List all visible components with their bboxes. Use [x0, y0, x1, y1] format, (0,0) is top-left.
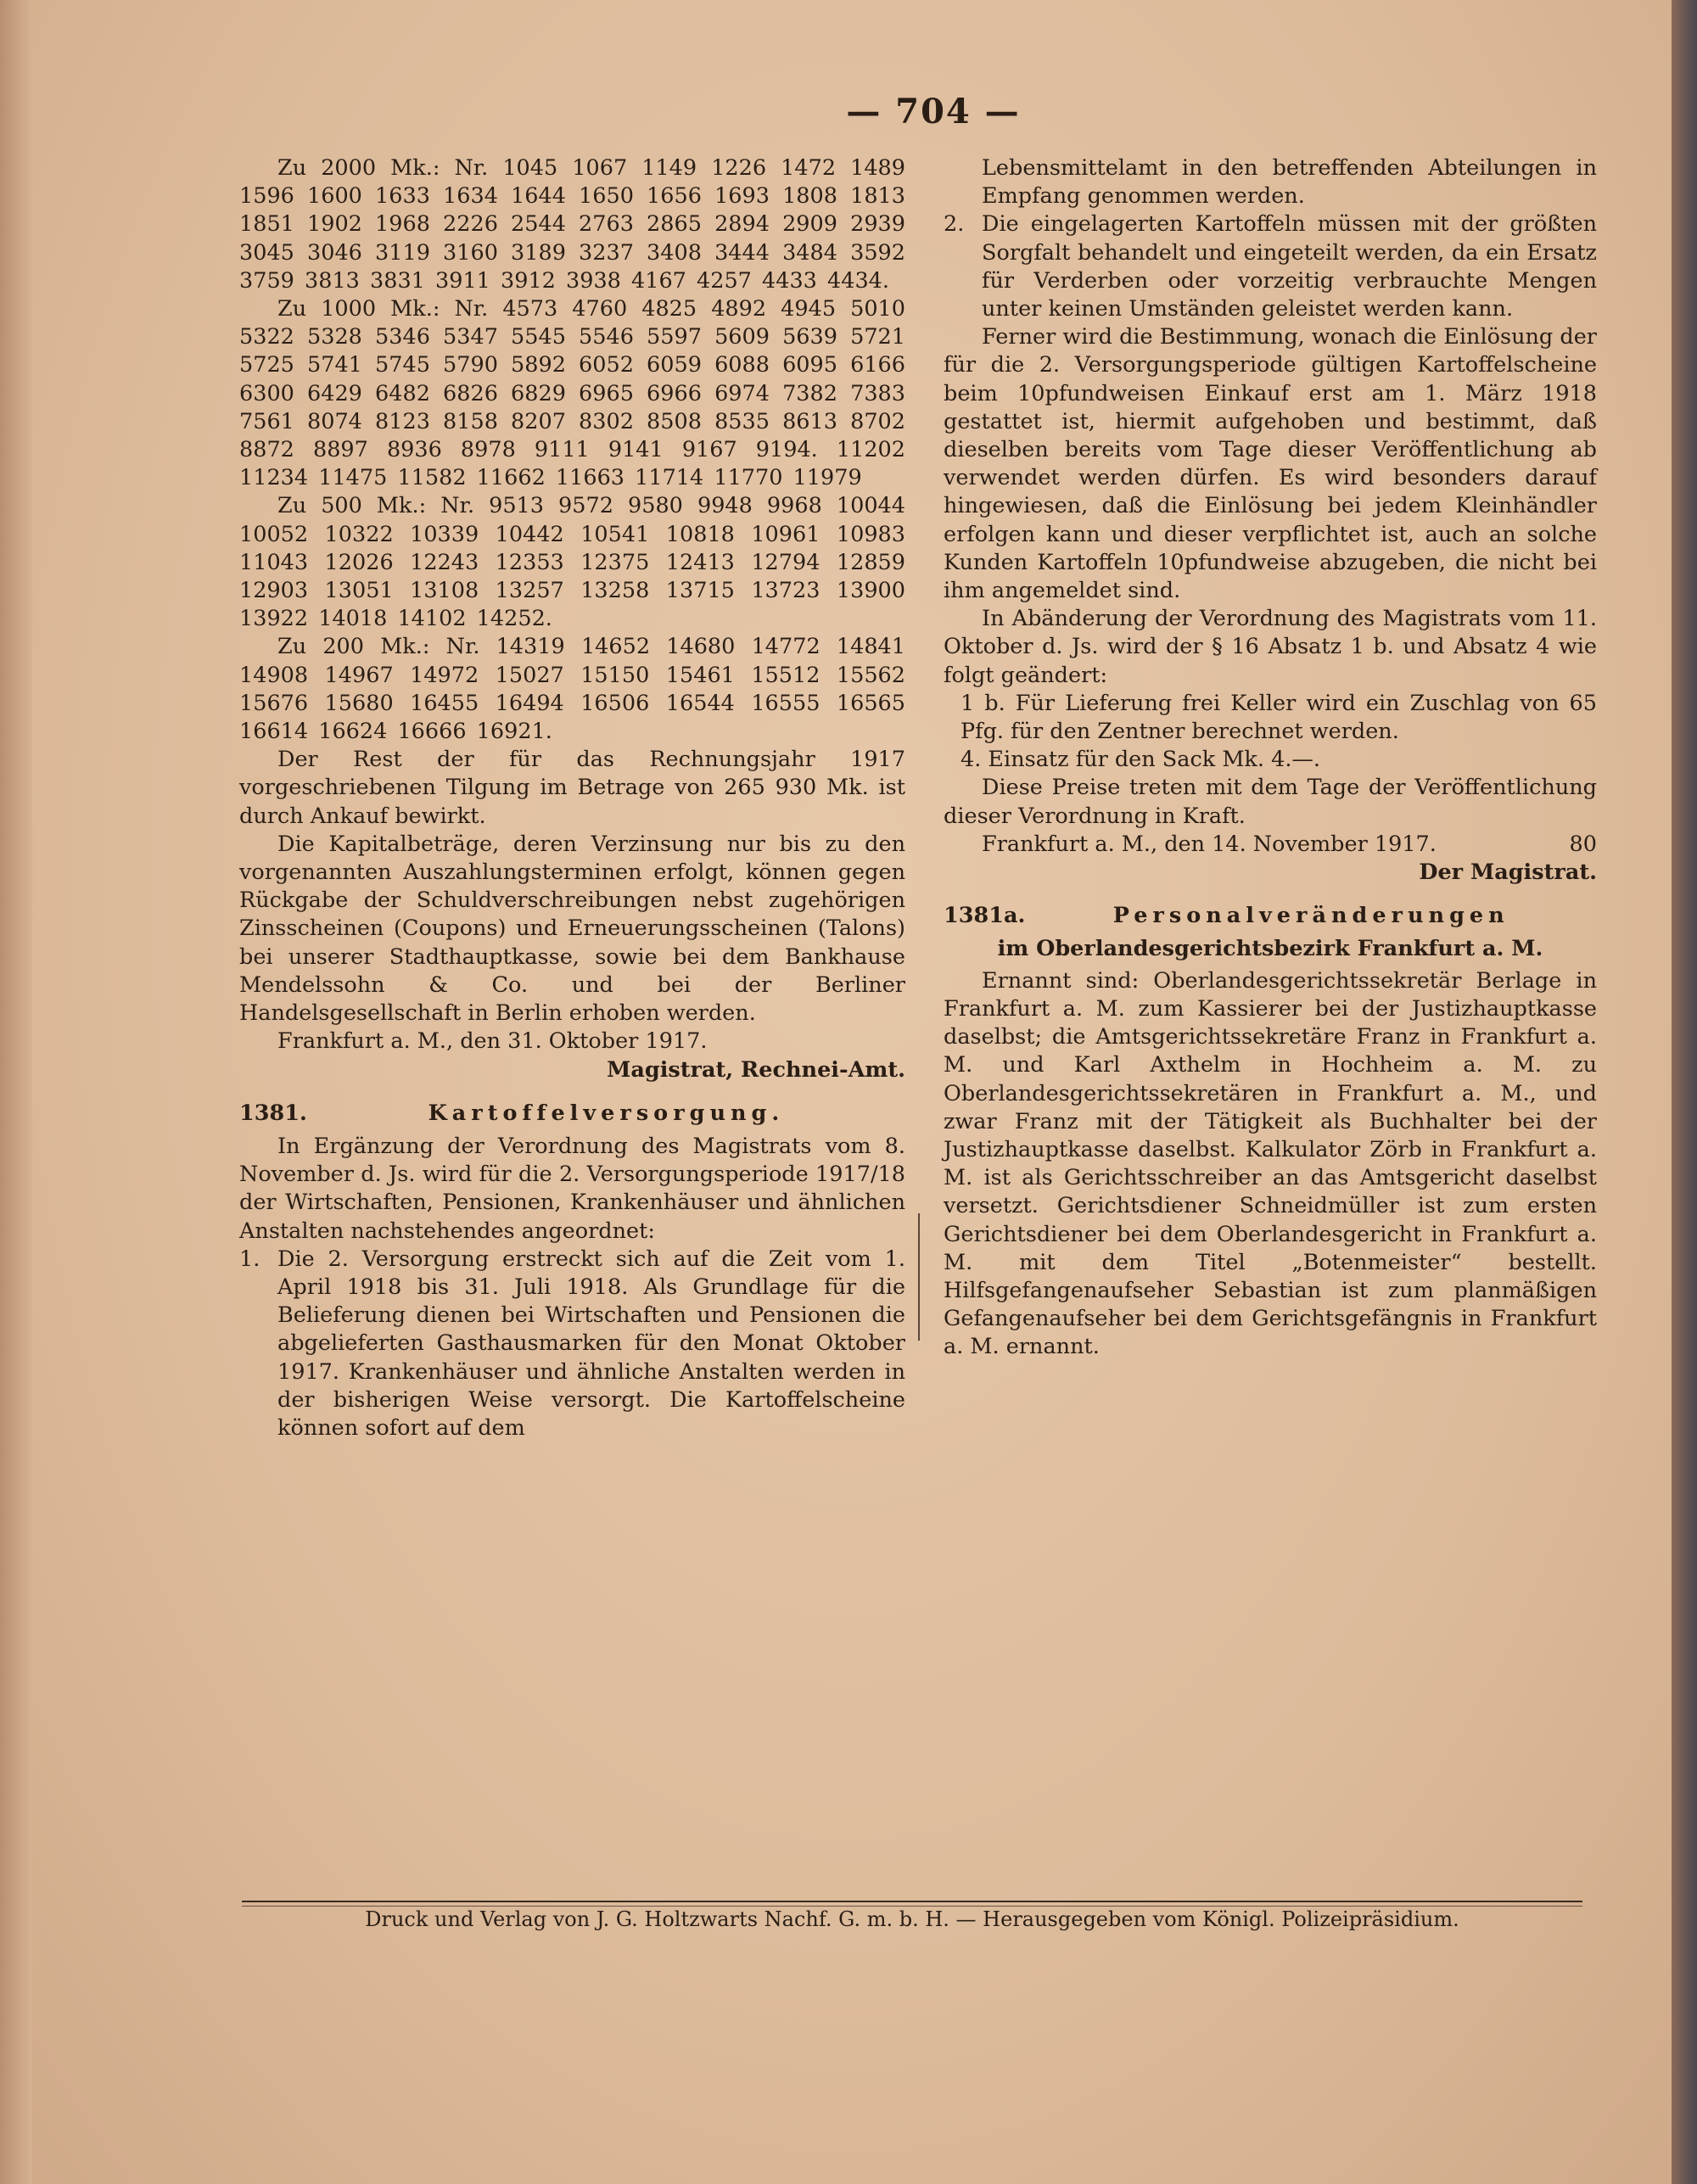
- continued-text: Lebensmittelamt in den betreffenden Abteilungen in Empfang genommen werden.: [982, 155, 1597, 210]
- column-divider: [918, 1213, 920, 1341]
- section-number: 1381a.: [944, 903, 1026, 929]
- section-subtitle: im Oberlandesgerichtsbezirk Frankfurt a. M.: [997, 936, 1543, 962]
- section-1381-heading: [239, 1100, 905, 1128]
- section-number: 1381.: [239, 1100, 307, 1126]
- bond-list-1000: Zu 1000 Mk.: Nr. 4573 4760 4825 4892 4945 5010 5322 5328 5346 5347 5545 5546 5597 5609 5639 5721 5725 5741 5745 5790 5892 6052 6059 6088 6095 6166 6300 6429 6482 6826 6829 6965 6966 6974 7382 7383 7561 8074 8123 8158 8207 8302 8508 8535 8613 8702 8872 8897 8936 8978 9111 9141 9167 9194. 11202 11234 11475 11582 11662 11663 11714 11770 11979: [239, 296, 905, 491]
- signature: Der Magistrat.: [1419, 860, 1597, 886]
- page-left-edge: [0, 0, 32, 2184]
- dateline-number: 80: [1569, 831, 1597, 857]
- bond-list-2000: Zu 2000 Mk.: Nr. 1045 1067 1149 1226 1472 1489 1596 1600 1633 1634 1644 1650 1656 1693 1808 1813 1851 1902 1968 2226 2544 2763 2865 2894 2909 2939 3045 3046 3119 3160 3189 3237 3408 3444 3484 3592 3759 3813 3831 3911 3912 3938 4167 4257 4433 4434.: [239, 155, 905, 294]
- amendment-1b: 1 b. Für Lieferung frei Keller wird ein Zuschlag von 65 Pfg. für den Zentner berechnet werden.: [961, 690, 1597, 745]
- capital-payment-text: Die Kapitalbeträge, deren Verzinsung nur bis zu den vorgenannten Auszahlungsterminen erfolgt, können gegen Rückgabe der Schuldverschreibungen nebst zugehörigen Zinsscheinen (Coupons) und Erneuerungsscheinen (Talons) bei unserer Stadthauptkasse, sowie bei dem Bankhause Mendelssohn & Co. und bei der Berliner Handelsgesellschaft in Berlin erhoben werden.: [239, 831, 905, 1027]
- bond-list-200: Zu 200 Mk.: Nr. 14319 14652 14680 14772 14841 14908 14967 14972 15027 15150 15461 15512 15562 15676 15680 16455 16494 16506 16544 16555 16565 16614 16624 16666 16921.: [239, 634, 905, 745]
- left-column: [239, 154, 905, 1442]
- dateline-row: [944, 831, 1597, 859]
- section-1381-intro: In Ergänzung der Verordnung des Magistrats vom 8. November d. Js. wird für die 2. Versorgungsperiode 1917/18 der Wirtschaften, Pensionen, Krankenhäuser und ähnlichen Anstalten nachstehendes angeordnet:: [239, 1133, 905, 1244]
- page-number: — 704 —: [846, 92, 1021, 132]
- amendment-4: 4. Einsatz für den Sack Mk. 4.—.: [961, 747, 1321, 773]
- bond-list-500: Zu 500 Mk.: Nr. 9513 9572 9580 9948 9968 10044 10052 10322 10339 10442 10541 10818 10961 10983 11043 12026 12243 12353 12375 12413 12794 12859 12903 13051 13108 13257 13258 13715 13723 13900 13922 14018 14102 14252.: [239, 493, 905, 632]
- dateline: Frankfurt a. M., den 31. Oktober 1917.: [277, 1028, 708, 1055]
- footer-rule: [242, 1901, 1582, 1902]
- page-right-edge: [1672, 0, 1697, 2184]
- ferner-paragraph: Ferner wird die Bestimmung, wonach die Einlösung der für die 2. Versorgungsperiode gültigen Kartoffelscheine beim 10pfundweisen Einkauf erst am 1. März 1918 gestattet ist, hiermit aufgehoben und bestimmt, daß dieselben bereits vom Tage dieser Veröffentlichung ab verwendet werden dürfen. Es wird besonders darauf hingewiesen, daß die Einlösung bei jedem Kleinhändler erfolgen kann und dieser verpflichtet ist, auch an solche Kunden Kartoffeln 10pfundweise abzugeben, die nicht bei ihm angemeldet sind.: [944, 324, 1597, 604]
- list-item-text: Die 2. Versorgung erstreckt sich auf die Zeit vom 1. April 1918 bis 31. Juli 1918. Als Grundlage für die Belieferung dienen bei Wirtschaften und Pensionen die abgelieferten Gasthausmarken für den Monat Oktober 1917. Krankenhäuser und ähnliche Anstalten werden in der bisherigen Weise versorgt. Die Kartoffelscheine können sofort auf dem: [277, 1246, 905, 1441]
- section-1381a-heading: [944, 902, 1597, 930]
- amendment-paragraph: In Abänderung der Verordnung des Magistrats vom 11. Oktober d. Js. wird der § 16 Absatz 1 b. und Absatz 4 wie folgt geändert:: [944, 606, 1597, 688]
- footer-rule: [242, 1906, 1582, 1907]
- section-title: Personalveränderungen: [1112, 903, 1509, 929]
- list-item-text: Die eingelagerten Kartoffeln müssen mit der größten Sorgfalt behandelt und eingeteilt werden, da ein Ersatz für Verderben oder vorzeitig verbrauchte Mengen unter keinen Umständen geleistet werden kann.: [982, 211, 1597, 322]
- prices-paragraph: Diese Preise treten mit dem Tage der Veröffentlichung dieser Verordnung in Kraft.: [944, 775, 1597, 829]
- redemption-remainder: Der Rest der für das Rechnungsjahr 1917 vorgeschriebenen Tilgung im Betrage von 265 930 Mk. ist durch Ankauf bewirkt.: [239, 747, 905, 829]
- list-item-number: 1.: [239, 1246, 260, 1272]
- personnel-changes-text: Ernannt sind: Oberlandesgerichtssekretär Berlage in Frankfurt a. M. zum Kassierer bei der Justizhauptkasse daselbst; die Amtsgerichtssekretäre Franz in Frankfurt a. M. und Karl Axthelm in Hochheim a. M. zu Oberlandesgerichtssekretären in Frankfurt a. M., und zwar Franz mit der Tätigkeit als Buchhalter bei der Justizhauptkasse daselbst. Kalkulator Zörb in Frankfurt a. M. ist als Gerichtsschreiber an das Amtsgericht daselbst versetzt. Gerichtsdiener Schneidmüller ist zum ersten Gerichtsdiener bei dem Oberlandesgericht in Frankfurt a. M. mit dem Titel „Botenmeister“ bestellt. Hilfsgefangenaufseher Sebastian ist zum planmäßigen Gefangenaufseher bei dem Gerichtsgefängnis in Frankfurt a. M. ernannt.: [944, 967, 1597, 1360]
- imprint-footer: Druck und Verlag von J. G. Holtzwarts Nachf. G. m. b. H. — Herausgegeben vom Königl. Polizeipräsidium.: [365, 1907, 1459, 1931]
- list-item-number: 2.: [944, 211, 965, 238]
- list-item: [239, 1246, 905, 1442]
- dateline: Frankfurt a. M., den 14. November 1917.: [982, 831, 1437, 857]
- right-column: [944, 154, 1597, 1362]
- signature: Magistrat, Rechnei-Amt.: [607, 1056, 905, 1083]
- list-item: [944, 210, 1597, 323]
- section-title: Kartoffelversorgung.: [428, 1100, 785, 1126]
